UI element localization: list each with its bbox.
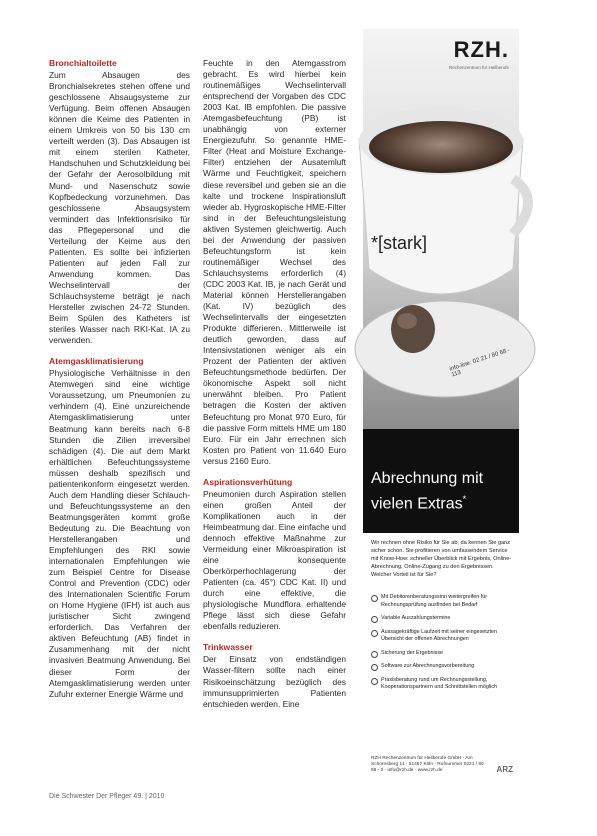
paragraph: Der Einsatz von endständigen Wasser-filtern sollte nach einer Risikoeinschätzung bezüglich des immunsupprimierten Patienten entschieden werden. Eine — [203, 654, 346, 709]
section-heading: Aspirationsverhütung — [203, 476, 293, 487]
list-item: Software zur Abrechnungsvorbereitung — [371, 663, 515, 671]
section-heading: Bronchialtoilette — [49, 58, 117, 68]
advertisement — [363, 29, 519, 774]
ad-feature-list — [371, 594, 515, 698]
ad-intro-text: Wir rechnen ohne Risiko für Sie ab, da kennen Sie ganz sicher schon. Sie profitieren von umfassendem Service mit Know-How: schneller Überblick mit Ergebnis, Online-Abrechnung, Online-Zugang zu den Ergebnissen. Welcher Vorteil ist für Sie? — [371, 540, 512, 578]
brand-logo: RZH. — [453, 37, 509, 62]
list-item: Praxisberatung rund um Rechnungsstellung, Kooperationspartnern und Schnittstellen möglich — [371, 677, 515, 692]
brand-tagline: Rechenzentrum für Heilberufe — [448, 65, 509, 70]
ad-address: RZH Rechenzentrum für Heilberufe GmbH · Am Schornsberg 11 · 51467 Köln · Rufnummer 0221 / 80 68 - 0 · info@rzh.de · www.rzh.de — [371, 756, 484, 773]
list-item: Sicherung der Ergebnisse — [371, 650, 515, 658]
text-column-left — [49, 58, 190, 700]
section-heading: Trinkwasser — [203, 642, 253, 653]
paragraph: Feuchte in den Atemgasstrom gebracht. Es wird hierbei kein routinemäßiges Wechselintervall entsprechend der Vorgaben des CDC 2003 Kat. IB empfohlen. Die passive Atemgasbefeuchtung (PB) ist unabhängig von externer Energiezufuhr. So genannte HME-Filter (Heat and Moisture Exchange-Filter) entziehen der Ausatemluft Wärme und Feuchtigkeit, speichern diese reversibel und geben sie an die kalte und trockene Inspirationsluft wieder ab. Hygroskopische HME-Filter sind in der Befeuchtungsleistung aktiven Systemen gleichwertig. Auch bei der Anwendung der passiven Befeuchtungsform ist kein routinemäßiger Wechsel des Schlauchsystems erforderlich (4) (CDC 2003 Kat. IB, je nach Gerät und Material können Herstellerangaben (Kat. IV) bezüglich des Wechselintervalls der eingesetzten Produkte differieren. Mittlerweile ist deutlich geworden, dass auf Intensivstationen weniger als ein Prozent der Patienten der aktiven Befeuchtungsmethode bedürfen. Der ökonomische Aspekt soll nicht unerwähnt bleiben. Pro Patient betragen die Kosten der aktiven Befeuchtung pro Monat 970 Euro, für die passive Form mittels HME um 180 Euro. Für ein Jahr errechnen sich Kosten pro Patient von 11.640 Euro versus 2160 Euro. — [203, 58, 346, 466]
list-item: Aussagekräftige Laufzeit mit seiner eingesetzten Übersicht der offenen Abrechnungen — [371, 629, 515, 644]
list-item: Variable Auszahlungstermine — [371, 615, 515, 623]
ad-headline: Abrechnung mit vielen Extras* — [371, 470, 484, 513]
text-column-middle — [203, 58, 346, 710]
section-heading: Atemgasklimatisierung — [49, 356, 144, 367]
coffee-cup-photo — [363, 29, 519, 429]
paragraph: Pneumonien durch Aspiration stellen einen großen Anteil der Komplikationen auch in der Heimbeatmung dar. Eine einfache und dennoch effektive Maßnahme zur Vermeidung einer Mikroaspiration ist eine konsequente Oberkörperhochlagerung der Patienten (ca. 45°) CDC Kat. II) und durch eine effektive, die physiologische Mundflora erhaltende Pflege lässt sich diese Gefahr ebenfalls reduzieren. — [203, 488, 346, 632]
page-footer: Die Schwester Der Pfleger 49. | 2010 — [49, 793, 165, 800]
list-item: Mit Debitorenberatungssinn weitergreifen für Rechnungsprüfung ausfinden bei Bedarf — [371, 594, 515, 609]
partner-logo: ARZ — [496, 765, 513, 774]
paragraph: Zum Absaugen des Bronchialsekretes stehen offene und geschlossene Absaugsysteme zur Verfügung. Beim offenen Absaugen können die Keime des Patienten in einem Umkreis von 50 bis 130 cm verteilt werden (3). Das Absaugen ist mit einem sterilen Katheter, Handschuhen und Schutzkleidung bei der Gefahr der Aerosolbildung mit Mund- und Nasenschutz sowie Kopfbedeckung vorzunehmen. Das geschlossene Absaugsystem vermindert das Infektionsrisiko für das Pflegepersonal und die Verteilung der Keime aus den Patienten. Es sollte bei infizierten Patienten auf jeden Fall zur Anwendung kommen. Das Wechselintervall der Schlauchsysteme beträgt je nach Hersteller zwischen 24-72 Stunden. Beim Spülen des Katheters ist steriles Wasser nach RKI-Kat. IA zu verwenden. — [49, 70, 190, 346]
paragraph: Physiologische Verhältnisse in den Atemwegen sind eine wichtige Voraussetzung, um Pneumonien zu verhindern (4). Eine unzureichende Atemgasklimatisierung unter Beatmung kann bereits nach 6-8 Stunden die Zilien irreversibel schädigen (4). Die auf dem Markt erhältlichen Befeuchtungssysteme müssen deshalb spezifisch und patientenkonform eingesetzt werden. Auch dem Handling dieser Schlauch- und Befeuchtungssysteme an den Beatmungsgeräten kommt große Bedeutung zu. Die Beachtung von Herstellerangaben und Empfehlungen des RKI sowie internationalen Empfehlungen wie zum Beispiel Centre for Disease Control and Prevention (CDC) oder des Internationalen Scientific Forum on Home Hygiene (IFH) ist auch aus juristischer Sicht zwingend erforderlich. Das Verfahren der aktiven Befeuchtung (AB) findet in Zusammenhang mit der nicht invasiven Beatmung Anwendung. Bei dieser Form der Atemgasklimatisierung werden unter Zufuhr externer Energie Wärme und — [49, 368, 190, 699]
ad-slogan: *[stark] — [371, 233, 428, 253]
ad-info-line: info-line: 02 21 / 80 68 - 113 — [449, 347, 511, 379]
